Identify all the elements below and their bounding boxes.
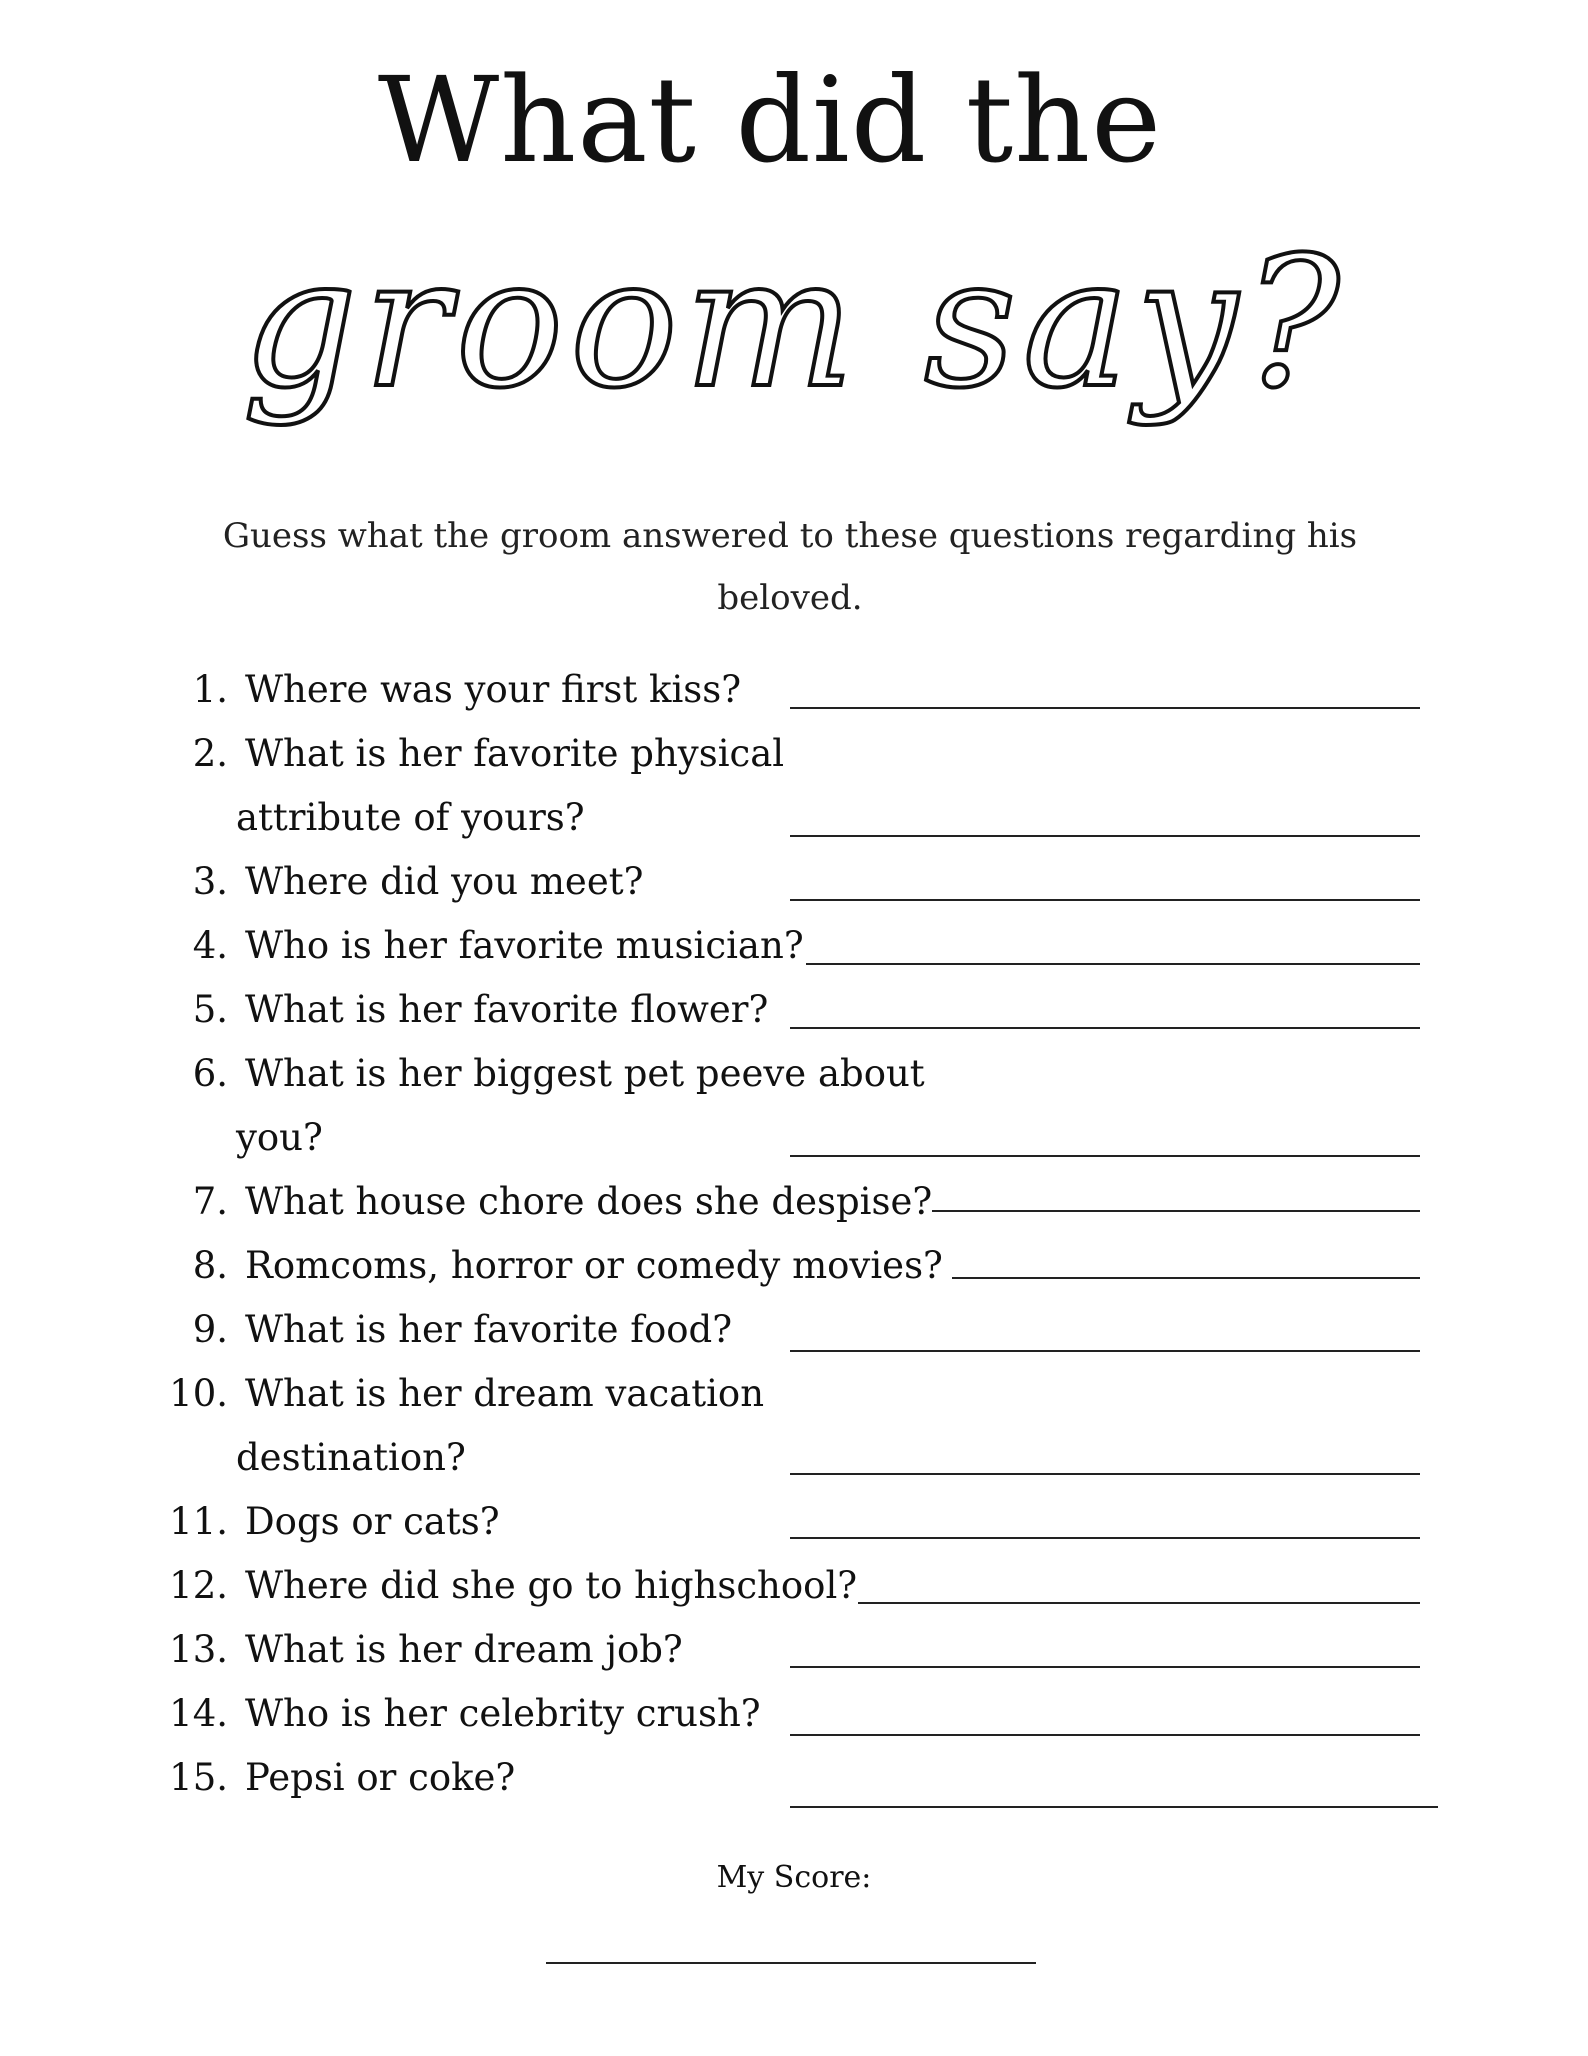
question-number: 2. <box>192 732 228 775</box>
instructions-text: Guess what the groom answered to these questions regarding his beloved. <box>222 516 1358 618</box>
question-text: What is her dream vacation <box>245 1372 765 1415</box>
question-text-continued: attribute of yours? <box>236 796 585 839</box>
question-number: 11. <box>169 1500 228 1543</box>
answer-line[interactable] <box>790 1806 1438 1808</box>
score-answer-line[interactable] <box>546 1962 1036 1964</box>
question-text: Pepsi or coke? <box>245 1756 516 1799</box>
question-text: Who is her favorite musician? <box>245 924 804 967</box>
question-number: 9. <box>192 1308 228 1351</box>
question-text-continued: you? <box>236 1116 323 1159</box>
question-number: 7. <box>192 1180 228 1223</box>
question-number: 3. <box>192 860 228 903</box>
answer-line[interactable] <box>790 835 1420 837</box>
score-label: My Score: <box>716 1860 872 1895</box>
page-title-line-2: groom say? <box>242 219 1346 428</box>
question-number: 8. <box>192 1244 228 1287</box>
question-number: 4. <box>192 924 228 967</box>
question-number: 13. <box>169 1628 228 1671</box>
answer-line[interactable] <box>806 963 1420 965</box>
page-title-line-1: What did the <box>377 51 1163 189</box>
question-number: 12. <box>169 1564 228 1607</box>
question-number: 6. <box>192 1052 228 1095</box>
question-text: What is her favorite food? <box>245 1308 733 1351</box>
question-text: What is her favorite flower? <box>245 988 769 1031</box>
answer-line[interactable] <box>932 1210 1420 1212</box>
answer-line[interactable] <box>790 1350 1420 1352</box>
answer-line[interactable] <box>790 1537 1420 1539</box>
question-text: Where did you meet? <box>245 860 644 903</box>
question-text: Who is her celebrity crush? <box>245 1692 761 1735</box>
answer-line[interactable] <box>790 899 1420 901</box>
question-text: What house chore does she despise? <box>245 1180 933 1223</box>
question-number: 1. <box>192 668 228 711</box>
question-text: Romcoms, horror or comedy movies? <box>245 1244 943 1287</box>
question-number: 10. <box>169 1372 228 1415</box>
question-number: 15. <box>169 1756 228 1799</box>
answer-line[interactable] <box>790 707 1420 709</box>
question-text: What is her biggest pet peeve about <box>245 1052 925 1095</box>
answer-line[interactable] <box>790 1734 1420 1736</box>
answer-line[interactable] <box>858 1602 1420 1604</box>
question-text: What is her favorite physical <box>245 732 785 775</box>
question-text-continued: destination? <box>236 1436 466 1479</box>
answer-line[interactable] <box>790 1155 1420 1157</box>
question-text: What is her dream job? <box>245 1628 683 1671</box>
question-text: Dogs or cats? <box>245 1500 500 1543</box>
answer-line[interactable] <box>790 1473 1420 1475</box>
answer-line[interactable] <box>790 1666 1420 1668</box>
answer-line[interactable] <box>952 1277 1420 1279</box>
question-number: 5. <box>192 988 228 1031</box>
question-number: 14. <box>169 1692 228 1735</box>
question-text: Where was your first kiss? <box>245 668 742 711</box>
answer-line[interactable] <box>790 1027 1420 1029</box>
question-text: Where did she go to highschool? <box>245 1564 858 1607</box>
